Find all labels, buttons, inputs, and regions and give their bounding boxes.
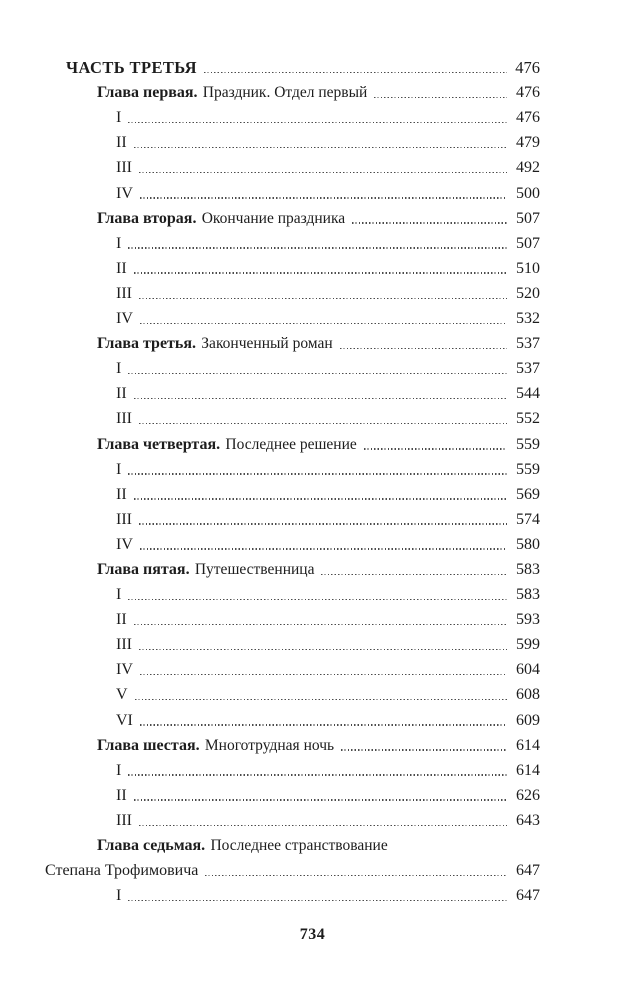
- toc-entry-label: III: [116, 811, 132, 829]
- dot-leader: [128, 774, 507, 775]
- toc-entry-label: I: [116, 460, 122, 478]
- toc-entry: [45, 755, 540, 780]
- table-of-contents: [45, 52, 540, 905]
- toc-entry-label: II: [116, 385, 127, 403]
- toc-entry-label: Глава вторая.: [97, 209, 197, 227]
- toc-entry-page: 647: [516, 862, 540, 880]
- toc-entry-subtitle: Последнее странствование: [210, 837, 388, 854]
- dot-leader: [340, 348, 507, 349]
- toc-entry-label: II: [116, 134, 127, 152]
- dot-leader: [140, 197, 507, 198]
- toc-entry-label: III: [116, 636, 132, 654]
- toc-entry-page: 544: [516, 385, 540, 403]
- toc-entry: [45, 278, 540, 303]
- dot-leader: [134, 398, 507, 399]
- folio-page-number: 734: [299, 926, 326, 943]
- toc-entry-label: I: [116, 887, 122, 905]
- toc-entry-page: 552: [516, 410, 540, 428]
- dot-leader: [205, 875, 507, 876]
- dot-leader: [134, 498, 507, 499]
- dot-leader: [128, 599, 507, 600]
- toc-entry: [45, 830, 540, 855]
- toc-entry-label: I: [116, 109, 122, 127]
- dot-leader: [140, 323, 507, 324]
- dot-leader: [128, 373, 507, 374]
- toc-entry-label: Глава первая.: [97, 84, 198, 102]
- toc-entry-page: 569: [516, 485, 540, 503]
- toc-entry-subtitle: Путешественница: [194, 560, 315, 578]
- toc-entry: [45, 730, 540, 755]
- toc-entry: [45, 253, 540, 278]
- toc-entry-page: 580: [516, 535, 540, 553]
- toc-entry: [45, 880, 540, 905]
- dot-leader: [139, 172, 507, 173]
- toc-entry: [45, 52, 540, 77]
- dot-leader: [374, 97, 507, 98]
- toc-entry-subtitle: Последнее решение: [225, 435, 357, 453]
- dot-leader: [321, 574, 507, 575]
- toc-entry-subtitle: Законченный роман: [201, 335, 333, 353]
- toc-entry: [45, 529, 540, 554]
- toc-entry: [45, 454, 540, 479]
- toc-entry: [45, 127, 540, 152]
- toc-entry-page: 532: [516, 310, 540, 328]
- toc-entry-page: 583: [516, 560, 540, 578]
- toc-entry-label: V: [116, 686, 128, 704]
- toc-entry-page: 604: [516, 661, 540, 679]
- toc-entry: [45, 177, 540, 202]
- dot-leader: [134, 147, 507, 148]
- toc-entry-label: Глава третья.: [97, 335, 197, 353]
- toc-entry: [45, 855, 540, 880]
- toc-entry-page: 559: [516, 435, 540, 453]
- toc-entry: [45, 203, 540, 228]
- toc-entry-page: 643: [516, 811, 540, 829]
- toc-entry: [45, 378, 540, 403]
- dot-leader: [139, 649, 507, 650]
- toc-entry-subtitle: Праздник. Отдел первый: [202, 84, 368, 102]
- toc-entry-label: I: [116, 586, 122, 604]
- dot-leader: [139, 298, 507, 299]
- dot-leader: [341, 749, 507, 750]
- toc-entry-page: 614: [516, 736, 540, 754]
- toc-entry: [45, 328, 540, 353]
- toc-entry-label: Степана Трофимовича: [45, 862, 199, 880]
- toc-entry: [45, 679, 540, 704]
- dot-leader: [140, 674, 507, 675]
- toc-entry: [45, 403, 540, 428]
- toc-entry-label: IV: [116, 184, 133, 202]
- toc-entry-label: Глава седьмая.: [97, 837, 206, 854]
- toc-entry: [45, 353, 540, 378]
- toc-entry-label: III: [116, 410, 132, 428]
- toc-entry-page: 476: [516, 109, 540, 127]
- page-footer: [0, 926, 625, 944]
- toc-entry: [45, 780, 540, 805]
- toc-entry-label: IV: [116, 535, 133, 553]
- dot-leader: [134, 799, 507, 800]
- dot-leader: [139, 825, 507, 826]
- toc-entry-label: III: [116, 159, 132, 177]
- toc-entry: [45, 704, 540, 729]
- toc-entry: [45, 629, 540, 654]
- toc-entry-page: 507: [516, 209, 540, 227]
- toc-entry-label: Глава шестая.: [97, 736, 200, 754]
- toc-entry: [45, 504, 540, 529]
- toc-entry-label: II: [116, 485, 127, 503]
- toc-entry-page: 520: [516, 284, 540, 302]
- toc-entry: [45, 554, 540, 579]
- toc-entry-page: 609: [516, 711, 540, 729]
- toc-entry-label: III: [116, 284, 132, 302]
- toc-entry-page: 559: [516, 460, 540, 478]
- toc-entry: [45, 428, 540, 453]
- toc-entry-label: I: [116, 234, 122, 252]
- dot-leader: [364, 448, 507, 449]
- toc-entry-page: 614: [516, 761, 540, 779]
- toc-entry-page: 537: [516, 335, 540, 353]
- toc-entry-page: 574: [516, 510, 540, 528]
- dot-leader: [139, 523, 507, 524]
- toc-entry: [45, 654, 540, 679]
- toc-entry-page: 608: [516, 686, 540, 704]
- toc-entry-page: 500: [516, 184, 540, 202]
- dot-leader: [134, 272, 507, 273]
- dot-leader: [134, 624, 507, 625]
- toc-entry-page: 476: [516, 84, 540, 102]
- toc-entry-label: VI: [116, 711, 133, 729]
- toc-entry: [45, 579, 540, 604]
- toc-entry-label: Глава четвертая.: [97, 435, 221, 453]
- toc-entry-page: 593: [516, 611, 540, 629]
- toc-entry-page: 492: [516, 159, 540, 177]
- toc-entry-page: 647: [516, 887, 540, 905]
- toc-entry: [45, 604, 540, 629]
- toc-entry-page: 479: [516, 134, 540, 152]
- toc-entry-page: 626: [516, 786, 540, 804]
- toc-entry-label: III: [116, 510, 132, 528]
- dot-leader: [140, 548, 507, 549]
- toc-entry: [45, 805, 540, 830]
- dot-leader: [352, 222, 507, 223]
- toc-entry-label: II: [116, 259, 127, 277]
- dot-leader: [135, 699, 507, 700]
- dot-leader: [128, 473, 507, 474]
- toc-entry-label: ЧАСТЬ ТРЕТЬЯ: [66, 58, 197, 78]
- toc-entry-label: Глава пятая.: [97, 560, 190, 578]
- dot-leader: [128, 122, 507, 123]
- toc-entry-label: I: [116, 761, 122, 779]
- toc-entry-page: 510: [516, 259, 540, 277]
- toc-entry-page: 507: [516, 234, 540, 252]
- toc-entry-page: 476: [515, 58, 540, 78]
- toc-entry-label: II: [116, 611, 127, 629]
- toc-entry: [45, 102, 540, 127]
- toc-entry-page: 537: [516, 360, 540, 378]
- dot-leader: [128, 247, 507, 248]
- toc-entry-label: IV: [116, 310, 133, 328]
- dot-leader: [128, 900, 507, 901]
- toc-entry-page: 583: [516, 586, 540, 604]
- dot-leader: [204, 72, 507, 73]
- toc-entry: [45, 303, 540, 328]
- dot-leader: [139, 423, 507, 424]
- toc-entry-label: IV: [116, 661, 133, 679]
- toc-entry-label: II: [116, 786, 127, 804]
- toc-entry: [45, 152, 540, 177]
- toc-entry-label: I: [116, 360, 122, 378]
- toc-entry-page: 599: [516, 636, 540, 654]
- toc-entry-subtitle: Окончание праздника: [201, 209, 346, 227]
- toc-entry: [45, 228, 540, 253]
- toc-entry: [45, 479, 540, 504]
- toc-entry: [45, 77, 540, 102]
- dot-leader: [140, 724, 507, 725]
- toc-entry-subtitle: Многотрудная ночь: [204, 736, 335, 754]
